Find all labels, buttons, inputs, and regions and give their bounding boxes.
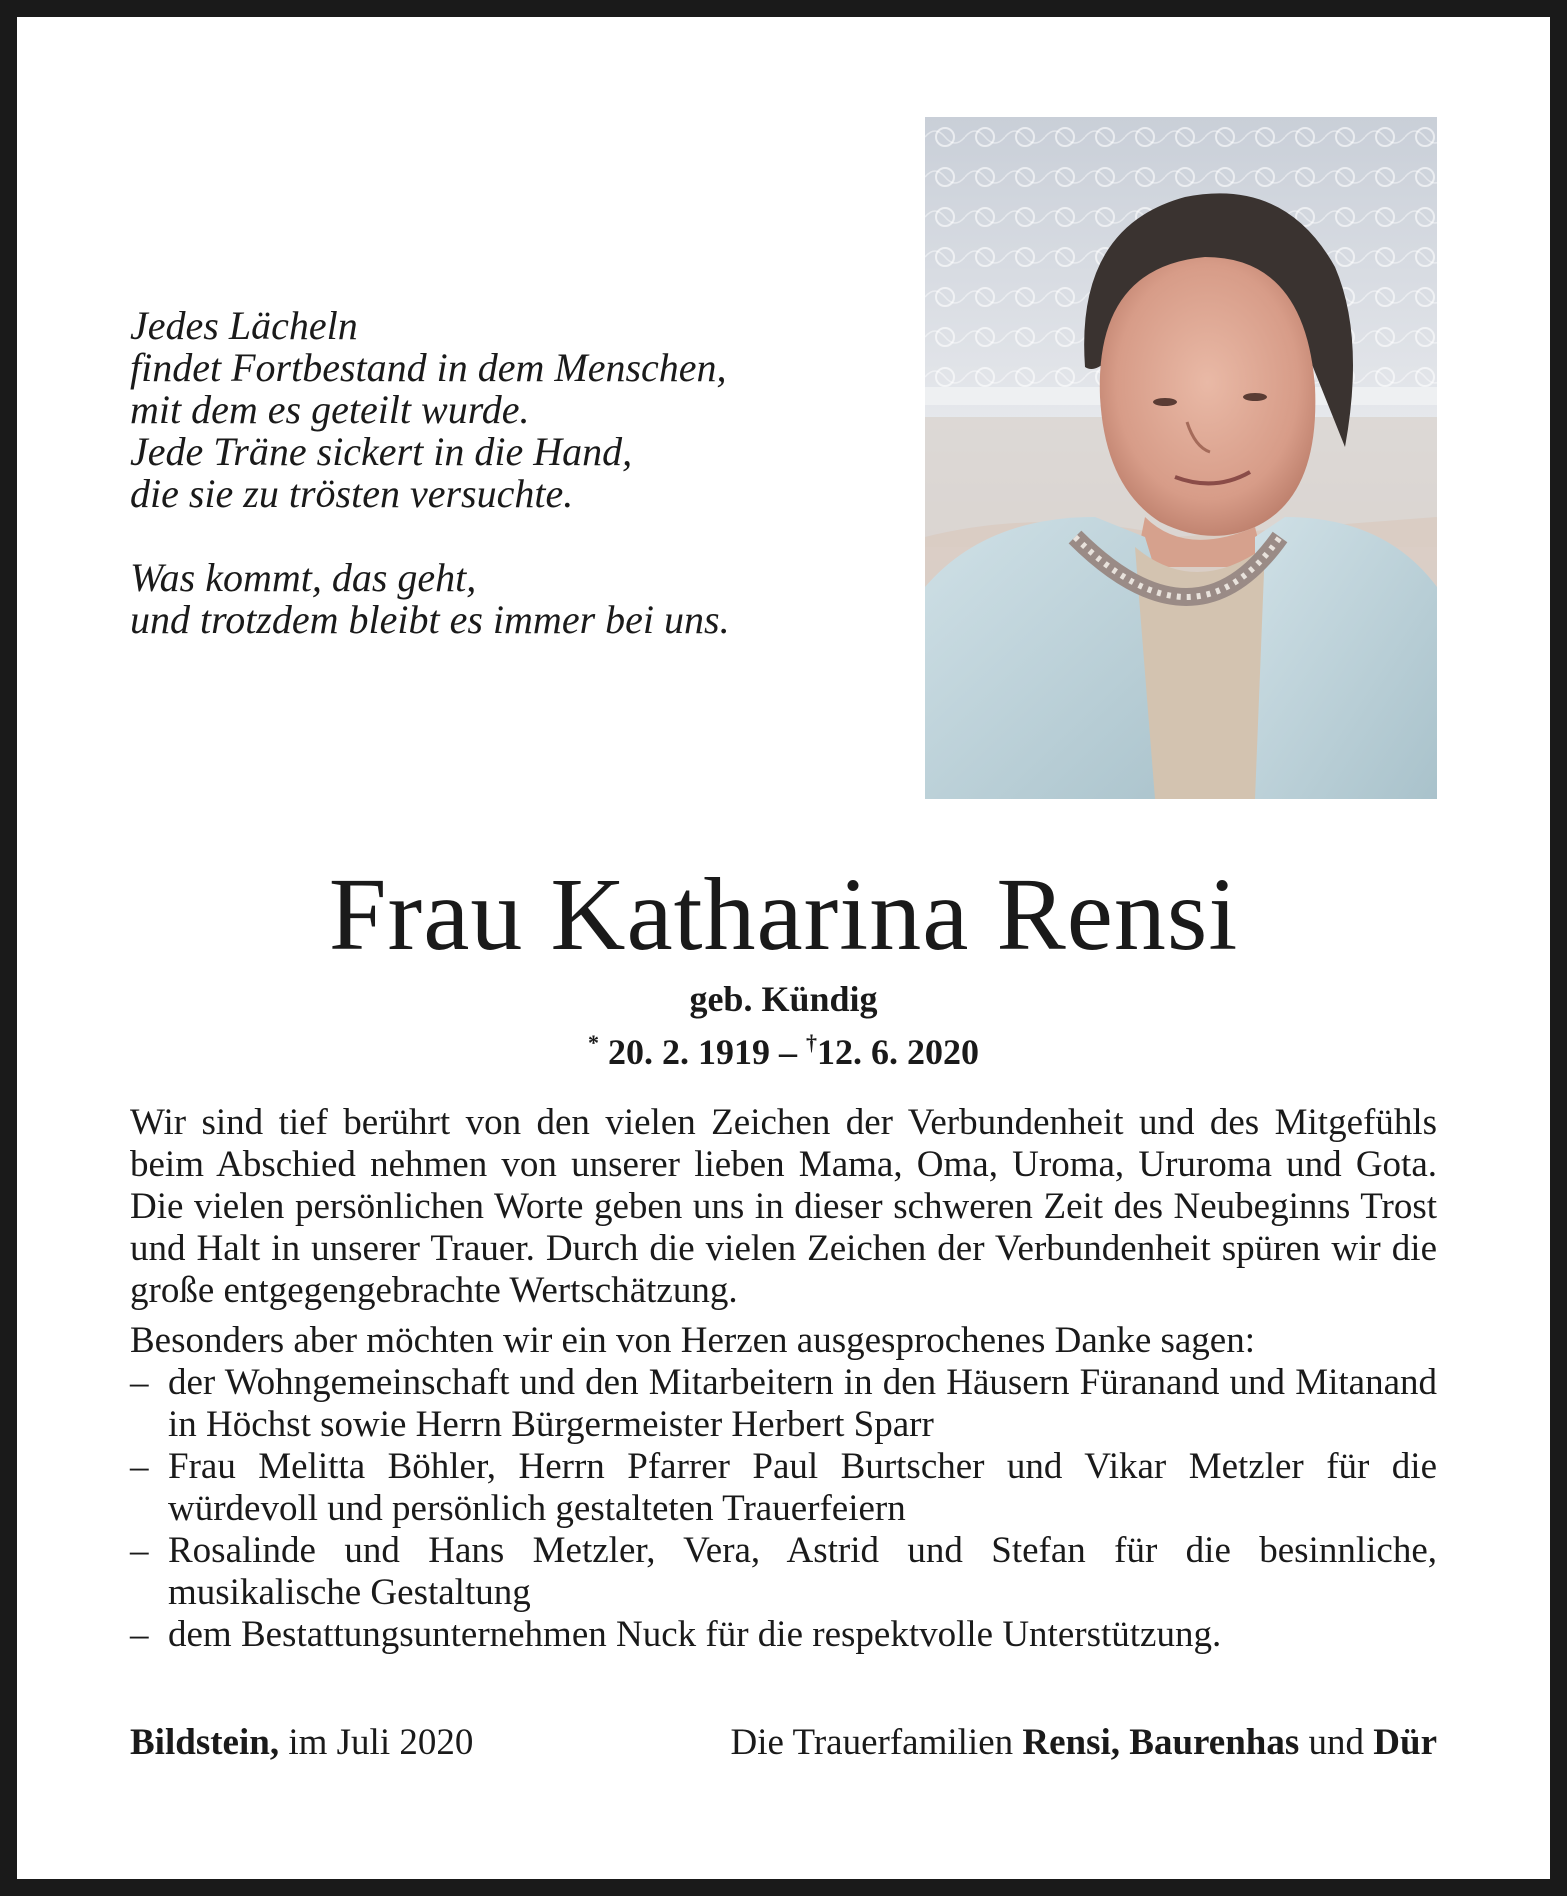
date: im Juli 2020 (288, 1722, 474, 1763)
bullet-dash: – (130, 1530, 149, 1571)
families-prefix: Die Trauerfamilien (730, 1722, 1014, 1763)
poem-line: Was kommt, das geht, (130, 555, 477, 600)
poem (130, 305, 750, 641)
place: Bildstein, (130, 1722, 280, 1763)
thanks-item-text: Frau Melitta Böhler, Herrn Pfarrer Paul Burtscher und Vikar Metzler für die würdevoll und persönlich gestalteten Trauerfeiern (168, 1446, 1437, 1529)
bullet-dash: – (130, 1446, 149, 1487)
poem-line: findet Fortbestand in dem Menschen, (130, 345, 727, 390)
portrait-photo (925, 117, 1437, 799)
life-dates (0, 1022, 1567, 1073)
place-date (130, 1722, 473, 1764)
mourning-families (731, 1722, 1437, 1764)
deceased-name: Frau Katharina Rensi (328, 857, 1239, 972)
poem-line: Jede Träne sickert in die Hand, (130, 429, 633, 474)
list-item (130, 1614, 1437, 1656)
message-body (130, 1102, 1437, 1656)
death-date: 12. 6. 2020 (817, 1032, 979, 1072)
poem-line: die sie zu trösten versuchte. (130, 471, 574, 516)
bullet-dash: – (130, 1362, 149, 1403)
birth-symbol: * (588, 1030, 599, 1055)
birth-date: 20. 2. 1919 (608, 1032, 770, 1072)
families-and: und (1308, 1722, 1365, 1763)
date-separator: – (779, 1032, 797, 1072)
thanks-intro: Besonders aber möchten wir ein von Herzen ausgesprochenes Danke sagen: (130, 1320, 1256, 1361)
family-names: Rensi, Baurenhas (1022, 1722, 1300, 1763)
poem-line: und trotzdem bleibt es immer bei uns. (130, 597, 730, 642)
message-paragraph: Wir sind tief berührt von den vielen Zeichen der Verbundenheit und des Mitgefühls beim Abschied nehmen von unserer lieben Mama, Oma, Uroma, Ururoma und Gota. Die vielen persönlichen Worte geben uns in dieser schweren Zeit des Neubeginns Trost und Halt in unserer Trauer. Durch die vielen Zeichen der Verbundenheit spüren wir die große entgegengebrachte Wertschätzung. (130, 1102, 1437, 1311)
thanks-item-text: der Wohngemeinschaft und den Mitarbeitern in den Häusern Füranand und Mitanand in Höchst sowie Herrn Bürgermeister Herbert Sparr (168, 1362, 1437, 1445)
thanks-item-text: Rosalinde und Hans Metzler, Vera, Astrid und Stefan für die besinnliche, musikalische Gestaltung (168, 1530, 1437, 1613)
poem-line: mit dem es geteilt wurde. (130, 387, 530, 432)
list-item (130, 1446, 1437, 1530)
thanks-list (130, 1362, 1437, 1656)
list-item (130, 1530, 1437, 1614)
thanks-item-text: dem Bestattungsunternehmen Nuck für die respektvolle Unterstützung. (168, 1614, 1222, 1655)
bullet-dash: – (130, 1614, 149, 1655)
maiden-name: geb. Kündig (689, 979, 878, 1019)
list-item (130, 1362, 1437, 1446)
family-name-last: Dür (1373, 1722, 1437, 1763)
death-symbol: † (806, 1030, 817, 1055)
poem-line: Jedes Lächeln (130, 303, 358, 348)
